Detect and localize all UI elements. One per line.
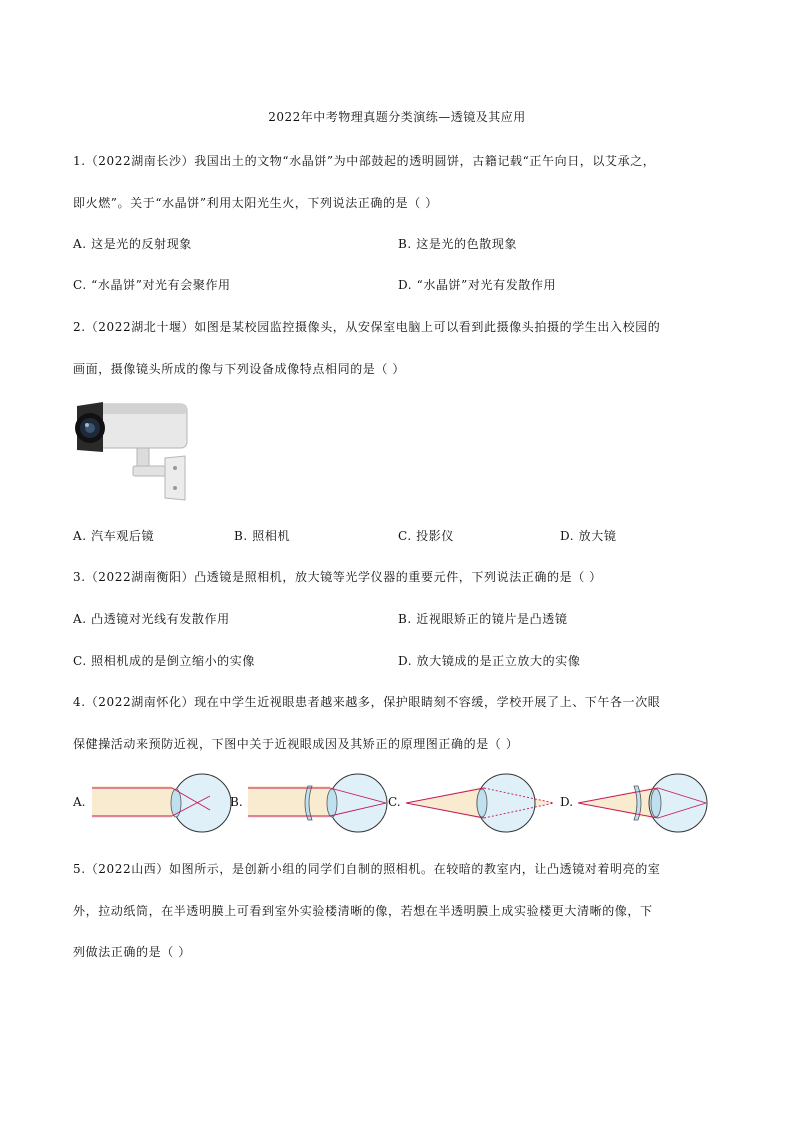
q2-option-c[interactable]: C. 投影仪 xyxy=(398,529,454,543)
q4-line-2: 保健操活动来预防近视，下图中关于近视眼成因及其矫正的原理图正确的是（ ） xyxy=(73,737,519,751)
eye-diagram-d xyxy=(578,772,728,834)
q3-option-c[interactable]: C. 照相机成的是倒立缩小的实像 xyxy=(73,654,255,668)
q2-line-2: 画面，摄像镜头所成的像与下列设备成像特点相同的是（ ） xyxy=(73,362,406,376)
q5-line-2: 外，拉动纸筒，在半透明膜上可看到室外实验楼清晰的像，若想在半透明膜上成实验楼更大清晰的像，下 xyxy=(73,904,653,918)
q3-option-b[interactable]: B. 近视眼矫正的镜片是凸透镜 xyxy=(398,612,568,626)
q4-line-1: 4.（2022湖南怀化）现在中学生近视眼患者越来越多，保护眼睛刻不容缓，学校开展了上、下午各一次眼 xyxy=(73,695,661,709)
page-title: 2022年中考物理真题分类演练—透镜及其应用 xyxy=(268,110,526,124)
q4-option-a[interactable]: A. xyxy=(73,795,86,809)
q1-option-c[interactable]: C. “水晶饼”对光有会聚作用 xyxy=(73,278,231,292)
q1-option-b[interactable]: B. 这是光的色散现象 xyxy=(398,237,518,251)
q4-option-c[interactable]: C. xyxy=(388,795,401,809)
q2-option-d[interactable]: D. 放大镜 xyxy=(560,529,617,543)
q1-option-d[interactable]: D. “水晶饼”对光有发散作用 xyxy=(398,278,557,292)
q3-line-1: 3.（2022湖南衡阳）凸透镜是照相机，放大镜等光学仪器的重要元件，下列说法正确的是（ ） xyxy=(73,570,602,584)
security-camera-image xyxy=(73,398,191,504)
q3-option-d[interactable]: D. 放大镜成的是正立放大的实像 xyxy=(398,654,581,668)
q5-line-1: 5.（2022山西）如图所示，是创新小组的同学们自制的照相机。在较暗的教室内，让凸透镜对着明亮的室 xyxy=(73,862,661,876)
q4-option-b[interactable]: B. xyxy=(230,795,243,809)
q1-option-a[interactable]: A. 这是光的反射现象 xyxy=(73,237,192,251)
q3-option-a[interactable]: A. 凸透镜对光线有发散作用 xyxy=(73,612,230,626)
q2-line-1: 2.（2022湖北十堰）如图是某校园监控摄像头，从安保室电脑上可以看到此摄像头拍摄的学生出入校园的 xyxy=(73,320,661,334)
eye-diagram-c xyxy=(406,772,556,834)
q4-option-d[interactable]: D. xyxy=(560,795,574,809)
eye-diagram-a xyxy=(92,772,242,834)
q2-option-b[interactable]: B. 照相机 xyxy=(234,529,291,543)
q2-option-a[interactable]: A. 汽车观后镜 xyxy=(73,529,155,543)
q1-line-1: 1.（2022湖南长沙）我国出土的文物“水晶饼”为中部鼓起的透明圆饼，古籍记载“正午向日，以艾承之， xyxy=(73,154,656,168)
q1-line-2: 即火燃”。关于“水晶饼”利用太阳光生火，下列说法正确的是（ ） xyxy=(73,196,438,210)
q5-line-3: 列做法正确的是（ ） xyxy=(73,945,191,959)
eye-diagram-b xyxy=(248,772,398,834)
